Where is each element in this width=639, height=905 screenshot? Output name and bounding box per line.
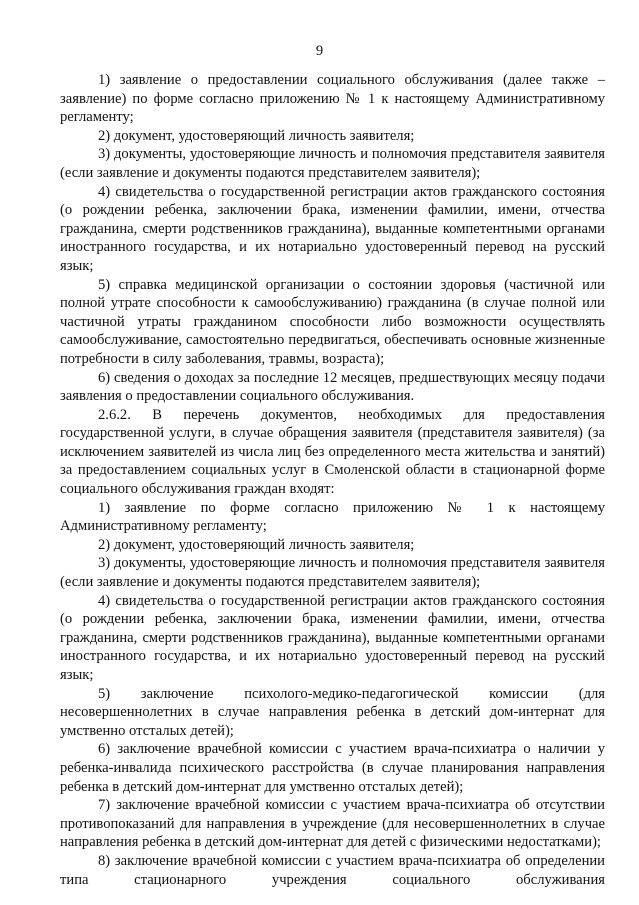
- list-item: 7) заключение врачебной комиссии с участием врача-психиатра об отсутствии противопоказаний для направления в учреждение (для несовершеннолетних в случае направления ребенка в детский дом-интернат для детей с физическими недостатками);: [60, 797, 605, 851]
- section-paragraph: 2.6.2. В перечень документов, необходимых для предоставления государственной услуги, в случае обращения заявителя (представителя заявителя) (за исключением заявителей из числа лиц без определенного места жительства и занятий) за предоставлением социальных услуг в Смоленской области в стационарной форме социального обслуживания граждан входят:: [60, 406, 605, 498]
- list-item: 4) свидетельства о государственной регистрации актов гражданского состояния (о рождении ребенка, заключении брака, изменении фамилии, имени, отчества гражданина, смерти родственников гражданина), выданные компетентными органами иностранного государства, и их нотариально удостоверенный перевод на русский язык;: [60, 592, 605, 683]
- list-item: 4) свидетельства о государственной регистрации актов гражданского состояния (о рождении ребенка, заключении брака, изменении фамилии, имени, отчества гражданина, смерти родственников гражданина), выданные компетентными органами иностранного государства, и их нотариально удостоверенный перевод на русский язык;: [60, 183, 605, 274]
- list-item: 6) сведения о доходах за последние 12 месяцев, предшествующих месяцу подачи заявления о предоставлении социального обслуживания.: [60, 369, 605, 405]
- list-item: 1) заявление по форме согласно приложению № 1 к настоящему Административному регламенту;: [60, 499, 605, 535]
- list-item: 2) документ, удостоверяющий личность заявителя;: [98, 536, 415, 553]
- list-item: 5) справка медицинской организации о состоянии здоровья (частичной или полной утрате способности к самообслуживанию) гражданина (в случае полной или частичной утраты гражданином способности либо возможности осуществлять самообслуживание, самостоятельно передвигаться, обеспечивать основные жизненные потребности в силу заболевания, травмы, возраста);: [60, 276, 605, 367]
- list-item: 3) документы, удостоверяющие личность и полномочия представителя заявителя (если заявление и документы подаются представителем заявителя);: [60, 146, 605, 181]
- list-item: 1) заявление о предоставлении социального обслуживания (далее также – заявление) по форме согласно приложению № 1 к настоящему Административному регламенту;: [60, 72, 605, 126]
- list-item: 8) заключение врачебной комиссии с участием врача-психиатра об определении типа стационарного учреждения социального обслуживания: [60, 852, 605, 888]
- list-item: 5) заключение психолого-медико-педагогической комиссии (для несовершеннолетних в случае направления ребенка в детский дом-интернат для умственно отсталых детей);: [60, 685, 605, 739]
- list-item: 3) документы, удостоверяющие личность и полномочия представителя заявителя (если заявление и документы подаются представителем заявителя);: [60, 555, 605, 591]
- list-item: 6) заключение врачебной комиссии с участием врача-психиатра о наличии у ребенка-инвалида психического расстройства (в случае планирования направления ребенка в детский дом-интернат для умственно отсталых детей);: [60, 741, 605, 795]
- page-number: 9: [315, 43, 324, 59]
- document-body: [60, 71, 605, 889]
- list-item: 2) документ, удостоверяющий личность заявителя;: [98, 127, 415, 144]
